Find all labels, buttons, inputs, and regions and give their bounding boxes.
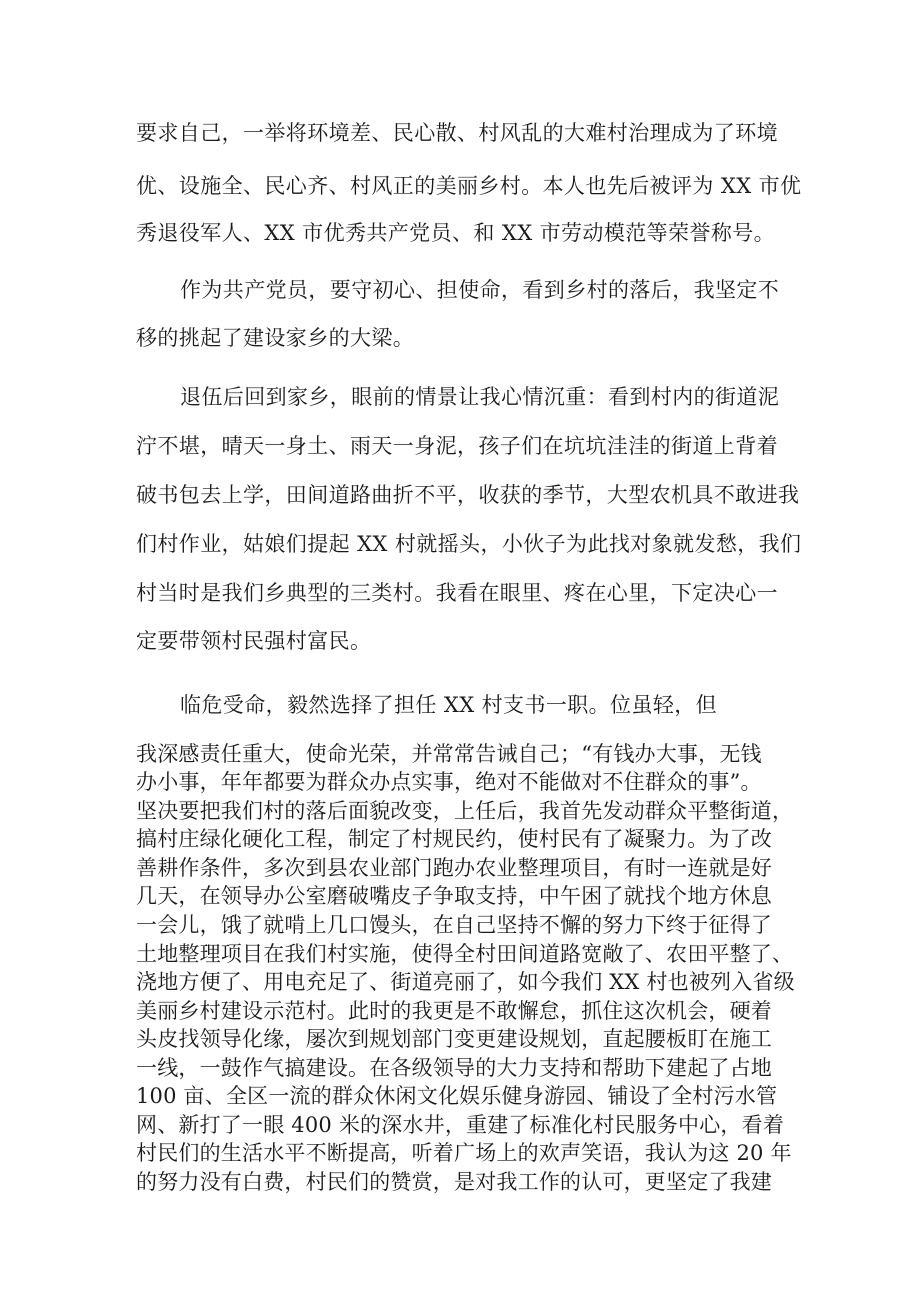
text-line: 村当时是我们乡典型的三类村。我看在眼里、疼在心里，下定决心一: [136, 581, 778, 605]
text-line: 几天，在领导办公室磨破嘴皮子争取支持，中午困了就找个地方休息: [136, 884, 772, 908]
text-line: 搞村庄绿化硬化工程，制定了村规民约，使村民有了凝聚力。为了改: [136, 827, 772, 851]
text-line: 我深感责任重大，使命光荣，并常常告诫自己；“有钱办大事，无钱: [136, 742, 762, 766]
text-line: 村民们的生活水平不断提高，听着广场上的欢声笑语，我认为这 20 年: [136, 1141, 792, 1165]
text-line: 作为共产党员，要守初心、担使命，看到乡村的落后，我坚定不: [180, 278, 780, 302]
text-line: 们村作业，姑娘们提起 XX 村就摇头，小伙子为此找对象就发愁，我们: [136, 532, 802, 556]
text-line: 要求自己，一举将环境差、民心散、村风乱的大难村治理成为了环境: [136, 121, 778, 145]
text-line: 优、设施全、民心齐、村风正的美丽乡村。本人也先后被评为 XX 市优: [136, 174, 802, 198]
text-line: 破书包去上学，田间道路曲折不平，收获的季节，大型农机具不敢进我: [136, 483, 800, 507]
text-line: 移的挑起了建设家乡的大梁。: [136, 326, 415, 350]
text-line: 办小事，年年都要为群众办点实事，绝对不能做对不住群众的事”。: [136, 770, 762, 794]
text-line: 100 亩、全区一流的群众休闲文化娱乐健身游园、铺设了全村污水管: [136, 1084, 778, 1108]
text-line: 定要带领村民强村富民。: [136, 629, 372, 653]
text-line: 美丽乡村建设示范村。此时的我更是不敢懈怠，抓住这次机会，硬着: [136, 999, 772, 1023]
text-line: 一会儿，饿了就啃上几口馒头，在自己坚持不懈的努力下终于征得了: [136, 913, 772, 937]
text-line: 浇地方便了、用电充足了、街道亮丽了，如今我们 XX 村也被列入省级: [136, 970, 795, 994]
text-line: 网、新打了一眼 400 米的深水井，重建了标准化村民服务中心，看着: [136, 1113, 785, 1137]
text-line: 一线，一鼓作气搞建设。在各级领导的大力支持和帮助下建起了占地: [136, 1056, 772, 1080]
text-line: 头皮找领导化缘，屡次到规划部门变更建设规划，直起腰板盯在施工: [136, 1027, 772, 1051]
text-line: 土地整理项目在我们村实施，使得全村田间道路宽敞了、农田平整了、: [136, 942, 794, 966]
text-line: 坚决要把我们村的落后面貌改变，上任后，我首先发动群众平整街道，: [136, 799, 794, 823]
text-line: 退伍后回到家乡，眼前的情景让我心情沉重：看到村内的街道泥: [180, 385, 780, 409]
text-line: 秀退役军人、XX 市优秀共产党员、和 XX 市劳动模范等荣誉称号。: [136, 221, 776, 245]
text-line: 的努力没有白费，村民们的赞赏，是对我工作的认可，更坚定了我建: [136, 1170, 772, 1194]
text-line: 临危受命，毅然选择了担任 XX 村支书一职。位虽轻，但: [180, 693, 718, 717]
text-line: 泞不堪，晴天一身土、雨天一身泥，孩子们在坑坑洼洼的街道上背着: [136, 434, 778, 458]
text-line: 善耕作条件，多次到县农业部门跑办农业整理项目，有时一连就是好: [136, 856, 772, 880]
